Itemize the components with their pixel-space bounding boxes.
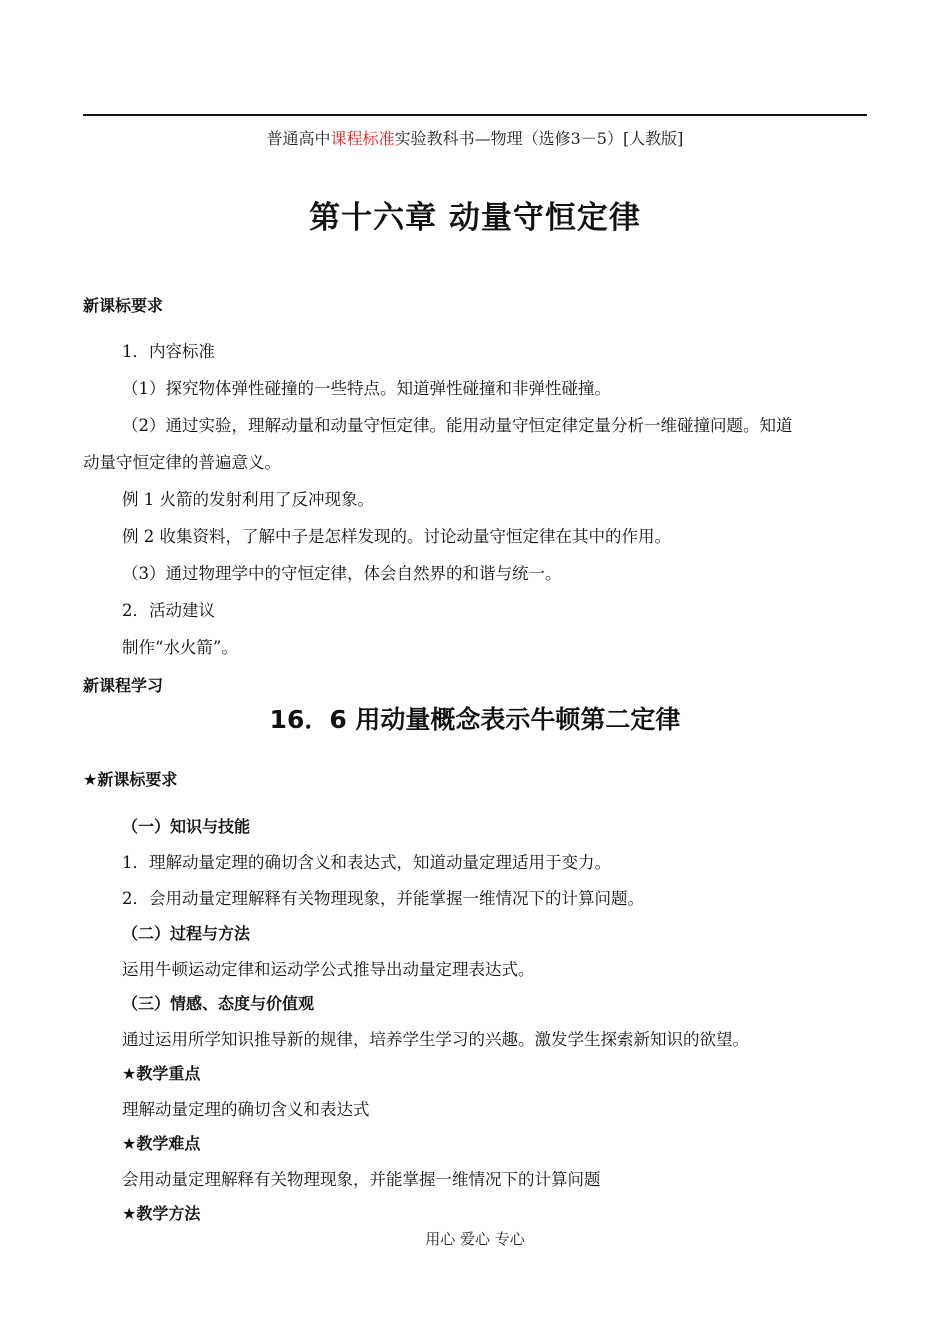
standards-heading: 新课标要求 [83, 296, 164, 315]
header-prefix: 普通高中 [266, 129, 331, 148]
standard-item-2-line-2: 动量守恒定律的普遍意义。 [83, 453, 281, 472]
difficulty-heading: ★教学难点 [122, 1134, 201, 1153]
standard-item-1: （1）探究物体弹性碰撞的一些特点。知道弹性碰撞和非弹性碰撞。 [122, 379, 611, 398]
header-rule [83, 114, 867, 116]
chapter-title: 第十六章 动量守恒定律 [309, 200, 641, 236]
example-1: 例 1 火箭的发射利用了反冲现象。 [122, 490, 374, 509]
knowledge-item-1: 1．理解动量定理的确切含义和表达式，知道动量定理适用于变力。 [122, 853, 611, 872]
example-2: 例 2 收集资料，了解中子是怎样发现的。讨论动量守恒定律在其中的作用。 [122, 527, 671, 546]
process-text: 运用牛顿运动定律和运动学公式推导出动量定理表达式。 [122, 960, 535, 979]
requirements-heading: ★新课标要求 [83, 770, 178, 789]
header-highlight: 课程标准 [330, 129, 395, 148]
activity-label: 2．活动建议 [122, 601, 215, 620]
emotion-heading: （三）情感、态度与价值观 [122, 994, 315, 1013]
focus-text: 理解动量定理的确切含义和表达式 [122, 1100, 370, 1119]
content-standard-label: 1．内容标准 [122, 342, 215, 361]
activity-text: 制作“水火箭”。 [122, 638, 238, 657]
section-title: 16．6 用动量概念表示牛顿第二定律 [269, 705, 681, 734]
emotion-text: 通过运用所学知识推导新的规律，培养学生学习的兴趣。激发学生探索新知识的欲望。 [122, 1030, 749, 1049]
standard-item-2-line-1: （2）通过实验，理解动量和动量守恒定律。能用动量守恒定律定量分析一维碰撞问题。知道 [122, 416, 793, 435]
process-heading: （二）过程与方法 [122, 924, 251, 943]
method-heading: ★教学方法 [122, 1204, 201, 1223]
study-heading: 新课程学习 [83, 676, 164, 695]
difficulty-text: 会用动量定理解释有关物理现象，并能掌握一维情况下的计算问题 [122, 1170, 601, 1189]
header-suffix: 实验教科书—物理（选修3－5）[人教版] [394, 129, 684, 148]
standard-item-3: （3）通过物理学中的守恒定律，体会自然界的和谐与统一。 [122, 564, 562, 583]
page-header [0, 128, 950, 150]
focus-heading: ★教学重点 [122, 1064, 201, 1083]
knowledge-item-2: 2．会用动量定理解释有关物理现象，并能掌握一维情况下的计算问题。 [122, 889, 644, 908]
knowledge-heading: （一）知识与技能 [122, 817, 251, 836]
page-footer: 用心 爱心 专心 [425, 1230, 525, 1248]
